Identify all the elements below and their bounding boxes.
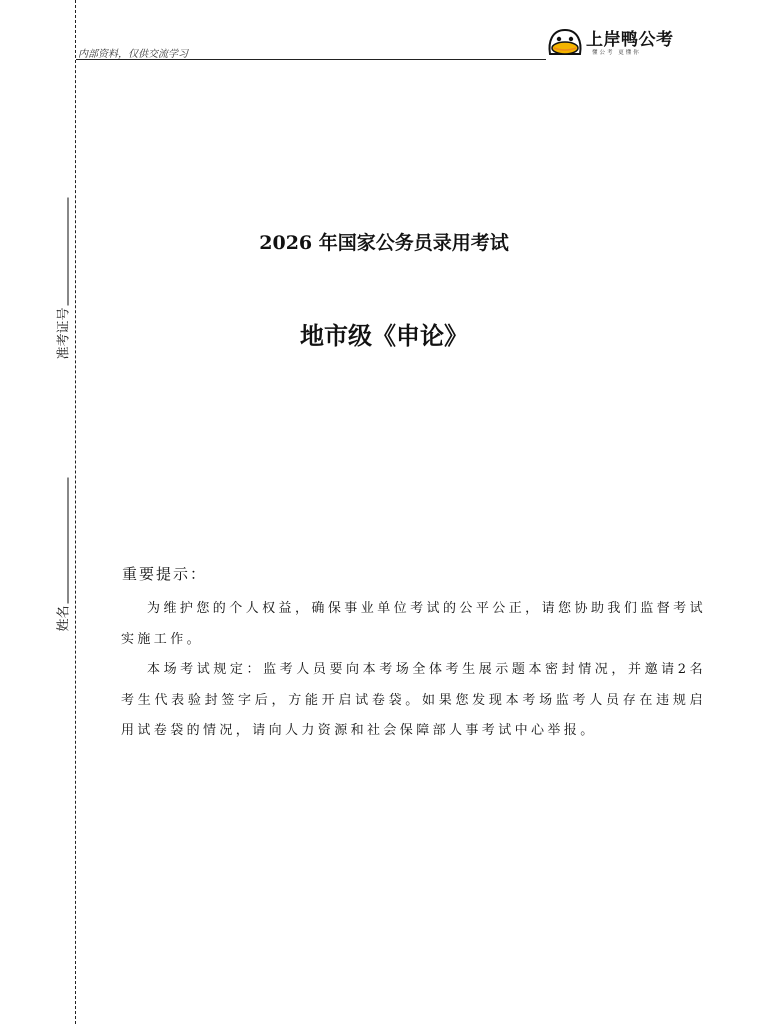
exam-title: 2026 年国家公务员录用考试	[259, 232, 509, 254]
name-field	[53, 477, 72, 631]
seal-cut-line	[75, 0, 76, 1024]
name-blank[interactable]	[56, 477, 69, 603]
notice-paragraph: 为维护您的个人权益，确保事业单位考试的公平公正，请您协助我们监督考试实施工作。	[121, 601, 706, 647]
notice-paragraph: 本场考试规定：监考人员要向本考场全体考生展示题本密封情况，并邀请2名考生代表验封签字后，方能开启试卷袋。如果您发现本考场监考人员存在违规启用试卷袋的情况，请向人力资源和社会保障部人事考试中心举报。	[121, 662, 706, 738]
exam-id-label: 准考证号	[56, 307, 72, 360]
paper-title: 地市级《申论》	[300, 322, 468, 350]
header-note: 内部资料，仅供交流学习	[78, 49, 188, 60]
name-label: 姓名	[56, 605, 72, 632]
brand-slogan: 懂公考 更懂你	[592, 50, 641, 56]
header-rule	[76, 59, 546, 60]
brand-name: 上岸鸭公考	[586, 30, 674, 50]
notice-body	[121, 594, 706, 747]
duck-icon	[546, 24, 584, 58]
notice-heading: 重要提示：	[122, 565, 208, 583]
brand-logo	[546, 22, 696, 62]
